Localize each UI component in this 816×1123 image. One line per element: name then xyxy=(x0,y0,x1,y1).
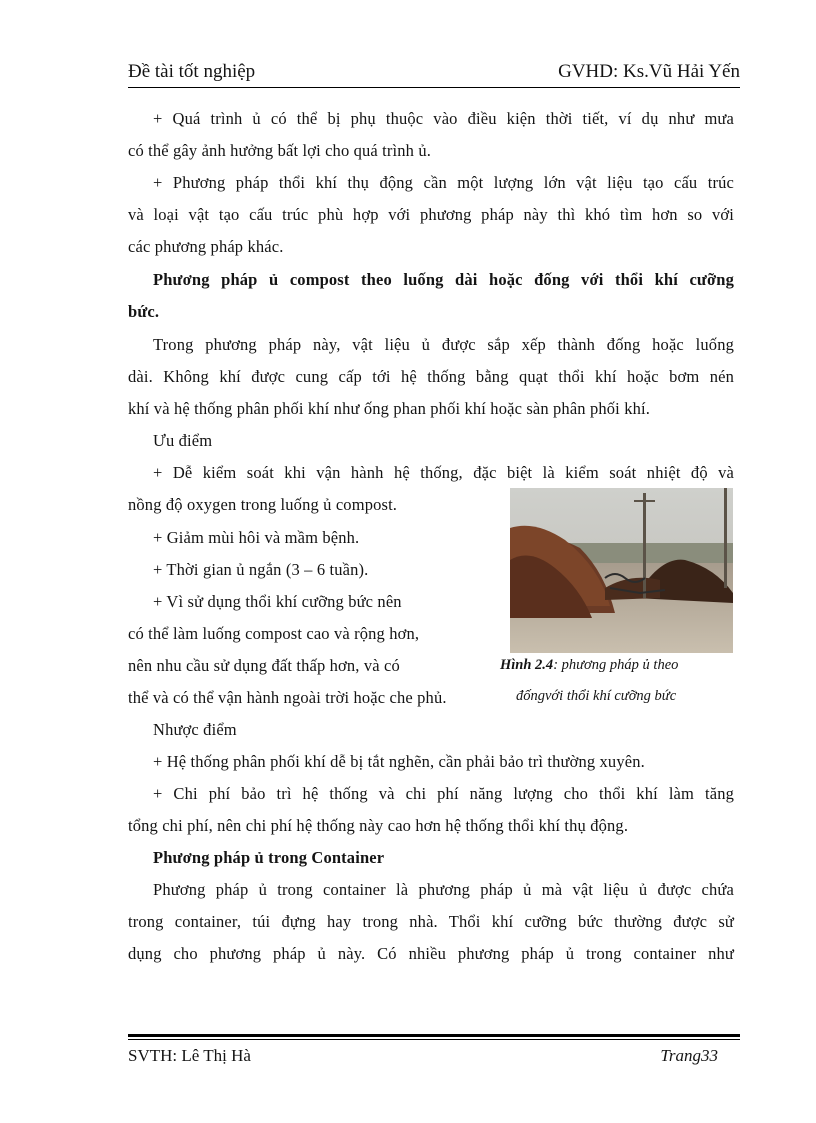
page-header xyxy=(128,58,740,86)
paragraph-line: Trong phương pháp này, vật liệu ủ được sắp xếp thành đống hoặc luống xyxy=(153,335,734,354)
figure-caption-text: : phương pháp ủ theo xyxy=(553,657,679,673)
compost-pile-image xyxy=(510,488,733,653)
paragraph-line: dài. Không khí được cung cấp tới hệ thống bằng quạt thổi khí hoặc bơm nén xyxy=(128,367,734,386)
paragraph-line: nồng độ oxygen trong luống ủ compost. xyxy=(128,495,398,514)
footer-rule-thick xyxy=(128,1034,740,1037)
figure-caption-line2: đốngvới thổi khí cưỡng bức xyxy=(516,688,677,704)
paragraph-line: các phương pháp khác. xyxy=(128,237,284,256)
header-advisor: GVHD: Ks.Vũ Hải Yến xyxy=(558,61,740,82)
paragraph-line: khí và hệ thống phân phối khí như ống phan phối khí hoặc sàn phân phối khí. xyxy=(128,399,651,418)
paragraph-line: + Dễ kiểm soát khi vận hành hệ thống, đặc biệt là kiểm soát nhiệt độ và xyxy=(153,463,734,482)
advantages-label: Ưu điểm xyxy=(153,431,213,450)
paragraph-line: + Vì sử dụng thổi khí cưỡng bức nên xyxy=(153,592,402,611)
figure-caption-label: Hình 2.4 xyxy=(500,657,554,673)
paragraph-line: trong container, túi đựng hay trong nhà. Thổi khí cưỡng bức thường được sử xyxy=(128,912,734,931)
page-footer xyxy=(128,1043,740,1069)
page-number: Trang33 xyxy=(660,1046,718,1065)
paragraph-line: dụng cho phương pháp ủ này. Có nhiều phương pháp ủ trong container như xyxy=(128,944,734,963)
section-heading-forced-aeration: Phương pháp ủ compost theo luống dài hoặc đống với thổi khí cưỡng xyxy=(153,270,734,289)
header-rule xyxy=(128,87,740,88)
paragraph-line: thể và có thể vận hành ngoài trời hoặc che phủ. xyxy=(128,688,447,707)
section-heading-container: Phương pháp ủ trong Container xyxy=(153,848,385,867)
paragraph-line: + Phương pháp thổi khí thụ động cần một lượng lớn vật liệu tạo cấu trúc xyxy=(153,173,734,192)
paragraph-line: có thể làm luống compost cao và rộng hơn, xyxy=(128,624,420,643)
section-heading-forced-aeration-cont: bức. xyxy=(128,302,160,321)
figure-caption-line1 xyxy=(500,655,678,675)
paragraph-line: + Quá trình ủ có thể bị phụ thuộc vào điều kiện thời tiết, ví dụ như mưa xyxy=(153,109,734,128)
paragraph-line: nên nhu cầu sử dụng đất thấp hơn, và có xyxy=(128,656,400,675)
paragraph-line: có thể gây ảnh hưởng bất lợi cho quá trình ủ. xyxy=(128,141,432,160)
disadvantages-label: Nhược điểm xyxy=(153,720,237,739)
paragraph-line: + Thời gian ủ ngắn (3 – 6 tuần). xyxy=(153,560,369,579)
paragraph-line: + Giảm mùi hôi và mầm bệnh. xyxy=(153,528,360,547)
paragraph-line: + Chi phí bảo trì hệ thống và chi phí năng lượng cho thổi khí làm tăng xyxy=(153,784,734,803)
paragraph-line: và loại vật tạo cấu trúc phù hợp với phương pháp này thì khó tìm hơn so với xyxy=(128,205,734,224)
header-thesis-title: Đề tài tốt nghiệp xyxy=(128,61,256,82)
paragraph-line: Phương pháp ủ trong container là phương pháp ủ mà vật liệu ủ được chứa xyxy=(153,880,734,899)
footer-rule-thin xyxy=(128,1039,740,1040)
paragraph-line: tổng chi phí, nên chi phí hệ thống này cao hơn hệ thống thổi khí thụ động. xyxy=(128,816,629,835)
paragraph-line: + Hệ thống phân phối khí dễ bị tắt nghẽn, cần phải bảo trì thường xuyên. xyxy=(153,752,645,771)
footer-student: SVTH: Lê Thị Hà xyxy=(128,1046,251,1065)
compost-windrow-photo xyxy=(510,488,733,653)
